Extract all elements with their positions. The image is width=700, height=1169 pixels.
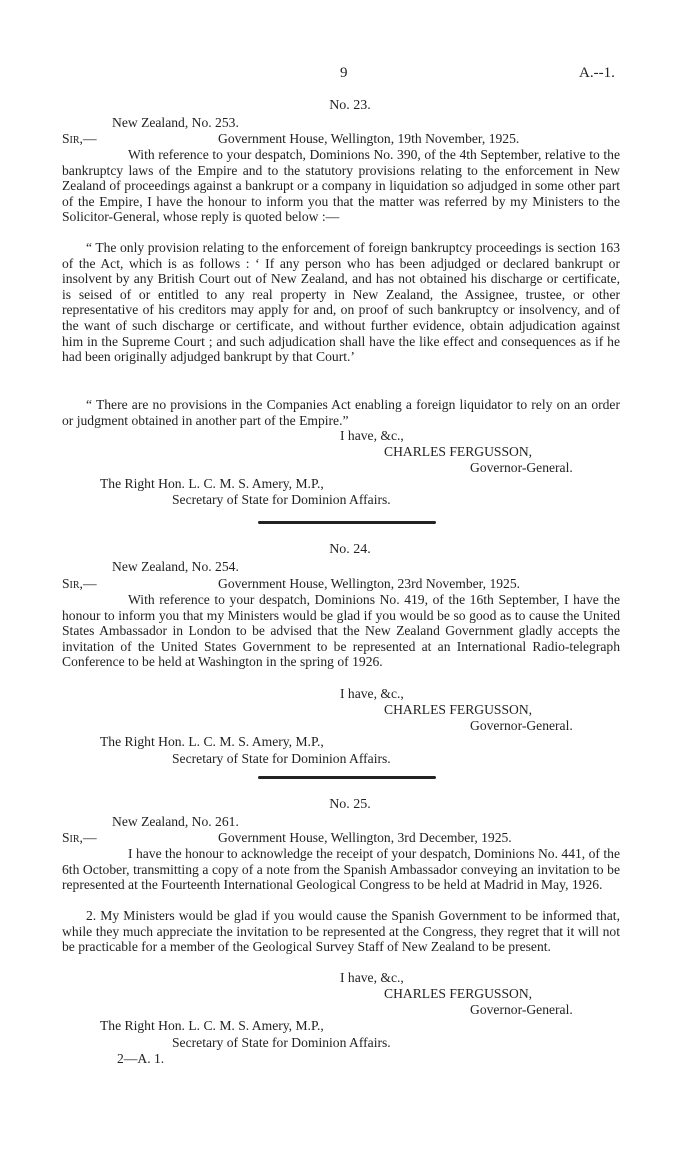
section-divider: [258, 521, 436, 524]
section-divider: [258, 776, 436, 779]
signature: CHARLES FERGUSSON,: [384, 986, 533, 1001]
quoted-paragraph: “ There are no provisions in the Companies Act enabling a foreign liquidator to rely on an order or judgment obtained in another part of the Empire.”: [62, 397, 620, 428]
letter-number: No. 24.: [329, 542, 371, 557]
page-reference: A.--1.: [579, 65, 615, 81]
salutation: Sir,—: [62, 576, 97, 591]
closing: I have, &c.,: [340, 970, 404, 985]
letter-number: No. 25.: [329, 797, 371, 812]
salutation: Sir,—: [62, 131, 97, 146]
letter-reference: New Zealand, No. 261.: [112, 814, 239, 829]
addressee-title: Secretary of State for Dominion Affairs.: [172, 751, 391, 766]
quoted-paragraph: “ The only provision relating to the enforcement of foreign bankruptcy proceedings is section 163 of the Act, which is as follows : ‘ If any person who has been adjudged or declared bankrupt or insolvent by any British Court out of New Zealand, and has not obtained his discharge or certificate, is seised of or entitled to any real property in New Zealand, the Assignee, trustee, or other representative of his creditors may apply for and, on proof of such bankruptcy or insolvency, and of the want of such discharge or certificate, and without further evidence, obtain adjudication against him in the Supreme Court ; and such adjudication shall have the like effect and consequences as if he had been originally adjudged bankrupt by that Court.’: [62, 240, 620, 365]
letter-paragraph: 2. My Ministers would be glad if you would cause the Spanish Government to be informed that, while they much appreciate the invitation to be represented at the Congress, they regret that it will not be practicable for a member of the Geological Survey Staff of New Zealand to be present.: [62, 908, 620, 955]
closing: I have, &c.,: [340, 428, 404, 443]
signature-title: Governor-General.: [470, 460, 573, 475]
letter-reference: New Zealand, No. 253.: [112, 115, 239, 130]
signature-title: Governor-General.: [470, 718, 573, 733]
letter-paragraph: I have the honour to acknowledge the receipt of your despatch, Dominions No. 441, of the 6th October, transmitting a copy of a note from the Spanish Ambassador conveying an invitation to be represented at the Fourteenth International Geological Congress to be held at Madrid in May, 1926.: [62, 846, 620, 893]
addressee-title: Secretary of State for Dominion Affairs.: [172, 1035, 391, 1050]
signature: CHARLES FERGUSSON,: [384, 702, 533, 717]
addressee: The Right Hon. L. C. M. S. Amery, M.P.,: [100, 476, 324, 491]
addressee: The Right Hon. L. C. M. S. Amery, M.P.,: [100, 1018, 324, 1033]
letter-paragraph: With reference to your despatch, Dominions No. 390, of the 4th September, relative to the bankruptcy laws of the Empire and to the statutory provisions relating to the enforcement in New Zealand of proceedings against a bankrupt or a company in liquidation so adjudged in some other part of the Empire, I have the honour to inform you that the matter was referred by my Ministers to the Solicitor-General, whose reply is quoted below :—: [62, 147, 620, 225]
closing: I have, &c.,: [340, 686, 404, 701]
letter-number: No. 23.: [329, 98, 371, 113]
sender-address: Government House, Wellington, 23rd November, 1925.: [218, 576, 521, 591]
sender-address: Government House, Wellington, 19th November, 1925.: [218, 131, 520, 146]
addressee: The Right Hon. L. C. M. S. Amery, M.P.,: [100, 734, 324, 749]
addressee-title: Secretary of State for Dominion Affairs.: [172, 492, 391, 507]
sender-address: Government House, Wellington, 3rd December, 1925.: [218, 830, 512, 845]
letter-paragraph: With reference to your despatch, Dominions No. 419, of the 16th September, I have the honour to inform you that my Ministers would be glad if you would be so good as to cause the United States Ambassador in London to be advised that the New Zealand Government gladly accepts the invitation of the United States Government to be represented at an International Radio-telegraph Conference to be held at Washington in the spring of 1926.: [62, 592, 620, 670]
page-number: 9: [340, 65, 348, 81]
footer-signature-mark: 2—A. 1.: [117, 1051, 165, 1066]
salutation: Sir,—: [62, 830, 97, 845]
signature-title: Governor-General.: [470, 1002, 573, 1017]
letter-reference: New Zealand, No. 254.: [112, 559, 239, 574]
signature: CHARLES FERGUSSON,: [384, 444, 533, 459]
